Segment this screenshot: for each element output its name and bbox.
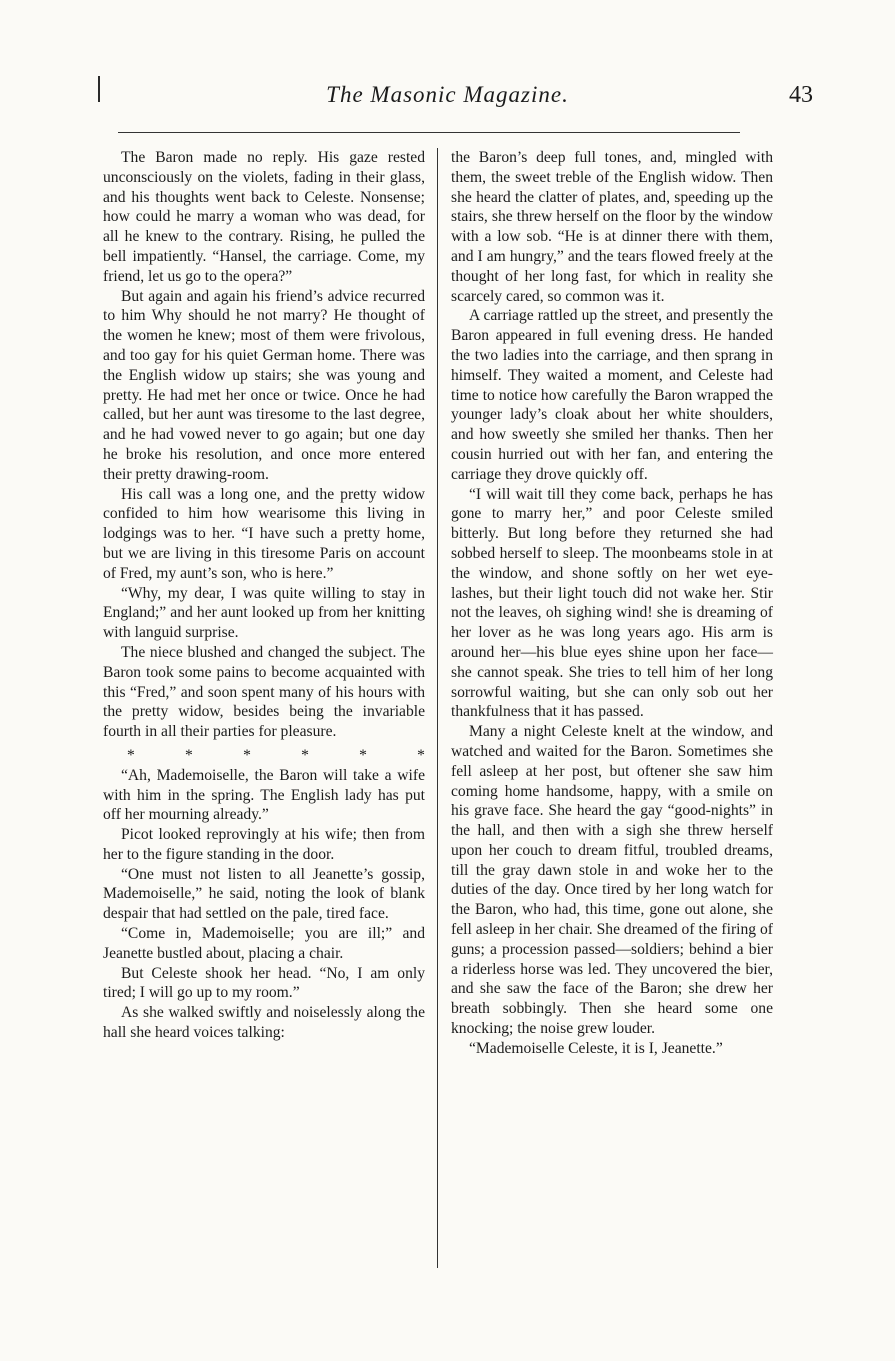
paragraph-continued: the Baron’s deep full tones, and, mingled with them, the sweet treble of the English widow. Then she heard the clatter of plates, and, speeding up the stairs, she threw herself on the floor by the window with a low sob. “He is at dinner there with them, and I am hungry,” and the tears flowed freely at the thought of her long fast, for which in reality she scarcely cared, so common was it. [451, 149, 773, 305]
paragraph: The niece blushed and changed the subject. The Baron took some pains to become acquainted with this “Fred,” and soon spent many of his hours with the pretty widow, besides being the invariable fourth in all their parties for pleasure. [103, 643, 425, 741]
asterism: * [243, 746, 251, 764]
paragraph: “Mademoiselle Celeste, it is I, Jeanette.” [469, 1039, 723, 1057]
right-column [451, 148, 773, 1059]
page-number: 43 [789, 82, 813, 108]
asterism: * [185, 746, 193, 764]
asterism: * [417, 746, 425, 764]
left-column [103, 148, 425, 1043]
paragraph: Many a night Celeste knelt at the window, and watched and waited for the Baron. Sometimes she fell asleep at her post, but oftener she saw him coming home handsome, happy, with a smile on his grave face. She heard the gay “good-nights” in the hall, and then with a sigh she threw herself upon her couch to dream fitful, troubled dreams, till the gray dawn stole in and woke her to the duties of the day. Once tired by her long watch for the Baron, who had, this time, gone out alone, she fell asleep in her chair. She dreamed of the firing of guns; a procession passed—soldiers; behind a bier a riderless horse was led. They uncovered the bier, and she saw the face of the Baron; she drew her breath sobbingly. Then she heard some one knocking; the noise grew louder. [451, 723, 773, 1038]
paragraph: His call was a long one, and the pretty widow confided to him how wearisome this living in lodgings was to her. “I have such a pretty home, but we are living in this tiresome Paris on account of Fred, my aunt’s son, who is here.” [103, 485, 425, 582]
section-break-asterisms [103, 742, 425, 766]
asterism: * [359, 746, 367, 764]
paragraph: “Why, my dear, I was quite willing to stay in England;” and her aunt looked up from her knitting with languid surprise. [103, 584, 425, 642]
paragraph: “One must not listen to all Jeanette’s gossip, Mademoiselle,” he said, noting the look of blank despair that had settled on the pale, tired face. [103, 865, 425, 923]
paragraph: A carriage rattled up the street, and presently the Baron appeared in full evening dress. He handed the two ladies into the carriage, and then sprang in himself. They waited a moment, and Celeste had time to notice how carefully the Baron wrapped the younger lady’s cloak about her white shoulders, and how sweetly she smiled her thanks. Then her cousin hurried out with her fan, and entering the carriage they drove quickly off. [451, 307, 773, 483]
paragraph: “I will wait till they come back, perhaps he has gone to marry her,” and poor Celeste smiled bitterly. But long before they returned she had sobbed herself to sleep. The moonbeams stole in at the window, and shone softly on her wet eye-lashes, but their light touch did not wake her. Stir not the leaves, oh sighing wind! she is dreaming of her lover as he was long years ago. His arm is around her—his blue eyes shine upon her face—she cannot speak. She tries to tell him of her long sorrowful waiting, but she can only sob out her thankfulness that it has passed. [451, 485, 773, 721]
paragraph: Picot looked reprovingly at his wife; then from her to the figure standing in the door. [103, 826, 425, 863]
paragraph: The Baron made no reply. His gaze rested unconsciously on the violets, fading in their glass, and his thoughts went back to Celeste. Nonsense; how could he marry a woman who was dead, for all he knew to the contrary. Rising, he pulled the bell impatiently. “Hansel, the carriage. Come, my friend, let us go to the opera?” [103, 149, 425, 285]
header-rule [118, 132, 740, 133]
asterism: * [301, 746, 309, 764]
asterism: * [127, 746, 135, 764]
column-divider [437, 148, 438, 1268]
paragraph: But again and again his friend’s advice recurred to him Why should he not marry? He thought of the women he knew; most of them were frivolous, and too gay for his quiet German home. There was the English widow up stairs; she was young and pretty. He had met her once or twice. Once he had called, but her aunt was tiresome to the last degree, and he had vowed never to go again; but one day he broke his resolution, and once more entered their pretty drawing-room. [103, 287, 425, 483]
paragraph: “Ah, Mademoiselle, the Baron will take a wife with him in the spring. The English lady has put off her mourning already.” [103, 766, 425, 824]
paragraph: “Come in, Mademoiselle; you are ill;” and Jeanette bustled about, placing a chair. [103, 925, 425, 962]
paragraph: But Celeste shook her head. “No, I am only tired; I will go up to my room.” [103, 964, 425, 1002]
paragraph: As she walked swiftly and noiselessly along the hall she heard voices talking: [103, 1004, 425, 1042]
running-title: The Masonic Magazine. [326, 82, 569, 107]
